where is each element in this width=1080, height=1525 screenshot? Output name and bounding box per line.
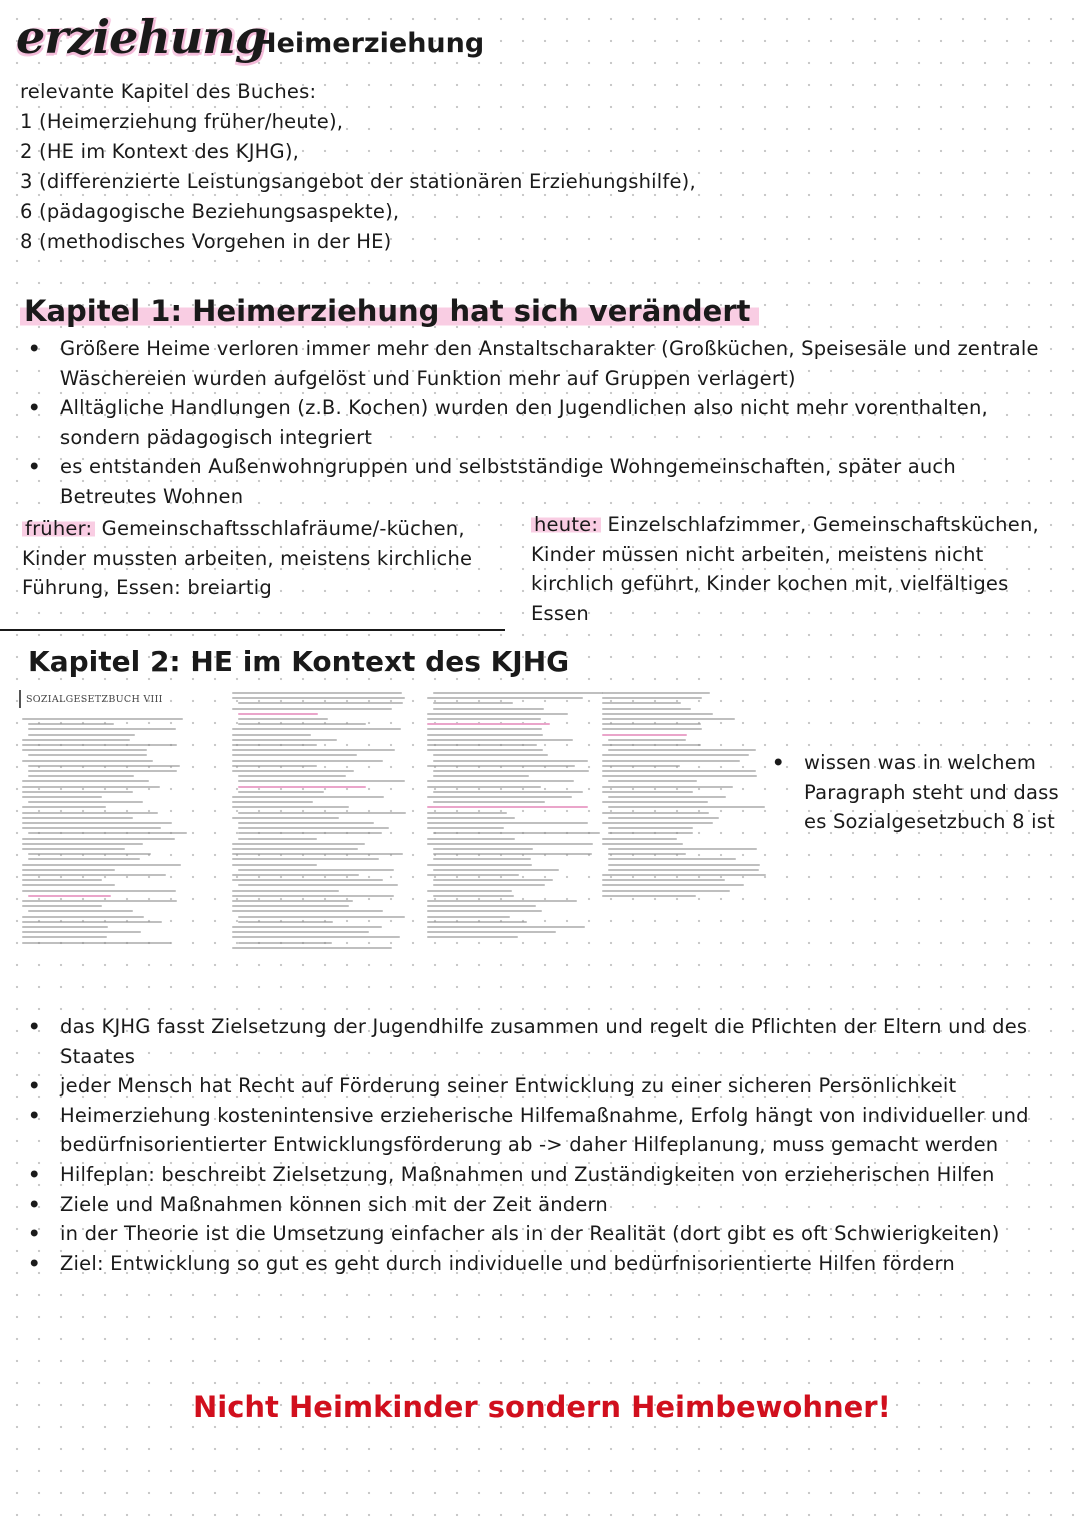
document-text-line xyxy=(433,791,583,793)
document-text-line xyxy=(232,734,311,736)
document-text-line xyxy=(602,791,693,793)
document-text-line xyxy=(602,895,696,897)
document-text-line xyxy=(232,817,339,819)
document-text-line xyxy=(232,931,369,933)
document-text-line xyxy=(22,869,115,871)
document-text-line xyxy=(238,775,346,777)
document-text-line xyxy=(28,728,176,730)
document-text-line xyxy=(22,822,172,824)
document-text-line xyxy=(232,864,317,866)
document-text-line xyxy=(427,936,518,938)
document-text-line xyxy=(238,791,324,793)
document-text-line xyxy=(433,869,559,871)
document-text-line xyxy=(238,827,389,829)
document-text-line xyxy=(608,864,760,866)
document-title: SOZIALGESETZBUCH VIII xyxy=(26,694,163,705)
document-text-line xyxy=(433,884,545,886)
document-text-line xyxy=(22,780,149,782)
document-page-thumb xyxy=(228,688,413,956)
document-text-line xyxy=(608,832,693,834)
document-text-line xyxy=(608,817,719,819)
document-text-line xyxy=(232,744,317,746)
document-text-line xyxy=(22,931,141,933)
document-text-line xyxy=(22,827,161,829)
kapitel1-heading: Kapitel 1: Heimerziehung hat sich verändert xyxy=(20,294,759,328)
document-text-line xyxy=(427,744,537,746)
document-text-line xyxy=(232,905,349,907)
document-text-line xyxy=(433,775,529,777)
document-text-line xyxy=(427,817,515,819)
document-text-line xyxy=(602,890,730,892)
document-text-line xyxy=(232,858,379,860)
list-item: • Alltägliche Handlungen (z.B. Kochen) wurden den Jugendlichen also nicht mehr vorenthalten, sondern pädagogisch integriert xyxy=(24,393,1044,452)
document-text-line xyxy=(433,858,531,860)
document-text-line xyxy=(602,822,713,824)
document-text-line xyxy=(602,754,749,756)
document-text-line xyxy=(232,765,317,767)
document-text-line xyxy=(22,760,153,762)
early-text: Gemeinschaftsschlafräume/-küchen, Kinder mussten arbeiten, meistens kirchliche Führung, Essen: breiartig xyxy=(22,517,473,599)
page-subtitle: Heimerziehung xyxy=(254,28,485,59)
document-text-line xyxy=(602,728,702,730)
document-text-line xyxy=(232,760,383,762)
list-item: • es entstanden Außenwohngruppen und selbstständige Wohngemeinschaften, später auch Betreutes Wohnen xyxy=(24,452,1044,511)
document-text-line xyxy=(22,874,166,876)
document-text-line xyxy=(22,921,162,923)
kapitel2-bullets-a xyxy=(24,1012,1080,1160)
document-text-line xyxy=(602,874,766,876)
document-text-line xyxy=(602,760,740,762)
document-text-line xyxy=(427,780,574,782)
document-page-thumb xyxy=(18,688,208,956)
document-text-line xyxy=(22,791,133,793)
document-text-line xyxy=(427,843,593,845)
document-text-line xyxy=(427,822,588,824)
document-text-line xyxy=(22,817,133,819)
document-text-line xyxy=(602,718,735,720)
document-text-line xyxy=(232,801,313,803)
document-text-line xyxy=(28,770,177,772)
document-text-line xyxy=(427,864,532,866)
today-label: heute: xyxy=(531,513,601,536)
document-text-line xyxy=(602,843,683,845)
document-text-line xyxy=(28,765,180,767)
document-text-line xyxy=(608,749,756,751)
document-text-line xyxy=(28,734,135,736)
document-text-line xyxy=(433,832,600,834)
document-text-line xyxy=(232,895,394,897)
document-page-thumb xyxy=(598,688,773,956)
document-text-line xyxy=(608,853,686,855)
today-text: Einzelschlafzimmer, Gemeinschaftsküchen, Kinder müssen nicht arbeiten, meistens nicht kirchlich geführt, Kinder kochen mit, vielfältiges Essen xyxy=(531,513,1039,625)
document-text-line xyxy=(22,812,158,814)
document-text-line xyxy=(232,728,401,730)
document-text-line xyxy=(238,838,317,840)
document-text-line xyxy=(238,713,318,715)
document-text-line xyxy=(232,874,359,876)
document-text-line xyxy=(22,739,130,741)
document-text-line xyxy=(427,812,507,814)
document-text-line xyxy=(238,780,405,782)
document-text-line xyxy=(232,900,353,902)
document-text-line xyxy=(232,848,358,850)
document-text-line xyxy=(22,806,106,808)
document-text-line xyxy=(232,692,402,694)
document-text-line xyxy=(602,879,725,881)
document-text-line xyxy=(28,723,114,725)
chapters-line: 3 (differenzierte Leistungsangebot der stationären Erziehungshilfe), xyxy=(20,170,696,193)
document-text-line xyxy=(427,749,543,751)
document-text-line xyxy=(22,749,147,751)
list-item: • jeder Mensch hat Recht auf Förderung seiner Entwicklung zu einer sicheren Persönlichkeit xyxy=(24,1071,1080,1101)
chapters-intro xyxy=(20,77,696,257)
document-text-line xyxy=(232,796,384,798)
document-text-line xyxy=(22,936,107,938)
document-text-line xyxy=(22,864,181,866)
document-text-line xyxy=(232,879,383,881)
document-text-line xyxy=(22,884,115,886)
section-divider xyxy=(0,629,505,631)
document-text-line xyxy=(238,942,332,944)
document-text-line xyxy=(22,718,183,720)
document-text-line xyxy=(433,770,589,772)
document-text-line xyxy=(28,853,151,855)
list-item: • in der Theorie ist die Umsetzung einfacher als in der Realität (dort gibt es oft Schwierigkeiten) xyxy=(24,1219,1064,1249)
document-text-line xyxy=(232,739,337,741)
document-text-line xyxy=(232,708,392,710)
document-text-line xyxy=(608,827,693,829)
document-text-line xyxy=(602,734,687,736)
document-text-line xyxy=(602,786,733,788)
document-text-line xyxy=(427,931,556,933)
document-text-line xyxy=(608,796,726,798)
document-text-line xyxy=(22,786,160,788)
list-item: • Ziel: Entwicklung so gut es geht durch individuelle und bedürfnisorientierte Hilfen fördern xyxy=(24,1249,1064,1279)
document-text-line xyxy=(232,806,349,808)
document-text-line xyxy=(433,853,592,855)
document-text-line xyxy=(22,848,125,850)
document-text-line xyxy=(433,879,553,881)
document-text-line xyxy=(232,936,400,938)
document-text-line xyxy=(427,827,504,829)
document-text-line xyxy=(427,806,588,808)
document-text-line xyxy=(602,884,744,886)
document-text-line xyxy=(28,858,140,860)
list-item: • Größere Heime verloren immer mehr den Anstaltscharakter (Großküchen, Speisesäle und zentrale Wäschereien wurden aufgelöst und Funktion mehr auf Gruppen verlagert) xyxy=(24,334,1044,393)
chapters-line: relevante Kapitel des Buches: xyxy=(20,80,317,103)
document-text-line xyxy=(238,786,366,788)
chapters-line: 8 (methodisches Vorgehen in der HE) xyxy=(20,230,392,253)
document-text-line xyxy=(427,728,542,730)
document-text-line xyxy=(22,796,102,798)
document-text-line xyxy=(232,749,395,751)
document-text-line xyxy=(427,713,568,715)
kapitel2-bullets-b xyxy=(24,1160,1064,1278)
document-text-line xyxy=(427,765,575,767)
document-text-line xyxy=(427,697,583,699)
comparison-today xyxy=(531,510,1061,628)
document-text-line xyxy=(602,697,702,699)
document-text-line xyxy=(427,890,512,892)
document-text-line xyxy=(433,848,533,850)
logo-erziehung: erziehung xyxy=(16,10,266,64)
list-item: • Hilfeplan: beschreibt Zielsetzung, Maßnahmen und Zuständigkeiten von erzieherischen Hilfen xyxy=(24,1160,1064,1190)
document-text-line xyxy=(433,708,544,710)
document-text-line xyxy=(232,754,357,756)
document-text-line xyxy=(427,718,541,720)
document-text-line xyxy=(22,900,177,902)
document-text-line xyxy=(433,760,588,762)
document-text-line xyxy=(238,916,405,918)
document-text-line xyxy=(238,832,382,834)
document-page-thumb xyxy=(423,688,603,956)
chapters-line: 6 (pädagogische Beziehungsaspekte), xyxy=(20,200,400,223)
document-text-line xyxy=(427,786,541,788)
document-text-line xyxy=(232,890,339,892)
document-text-line xyxy=(238,921,333,923)
document-title-bar xyxy=(19,690,21,708)
document-text-line xyxy=(232,926,382,928)
document-text-line xyxy=(427,739,573,741)
document-text-line xyxy=(238,812,406,814)
document-text-line xyxy=(238,822,374,824)
document-text-line xyxy=(427,921,527,923)
document-text-line xyxy=(602,765,680,767)
document-text-line xyxy=(232,853,403,855)
document-text-line xyxy=(28,895,111,897)
document-text-line xyxy=(22,838,175,840)
document-text-line xyxy=(608,780,697,782)
document-text-line xyxy=(602,702,681,704)
document-text-line xyxy=(608,739,686,741)
list-item: • Ziele und Maßnahmen können sich mit der Zeit ändern xyxy=(24,1190,1064,1220)
document-text-line xyxy=(22,843,143,845)
law-document-thumbnails xyxy=(18,688,773,956)
document-text-line xyxy=(602,801,708,803)
side-note-item: • wissen was in welchem Paragraph steht und dass es Sozialgesetzbuch 8 ist xyxy=(768,748,1068,837)
document-text-line xyxy=(608,806,765,808)
document-text-line xyxy=(28,910,133,912)
document-text-line xyxy=(427,796,572,798)
chapters-line: 2 (HE im Kontext des KJHG), xyxy=(20,140,300,163)
document-text-line xyxy=(232,947,392,949)
document-text-line xyxy=(232,697,405,699)
document-text-line xyxy=(427,916,510,918)
document-text-line xyxy=(22,926,108,928)
list-item: • das KJHG fasst Zielsetzung der Jugendhilfe zusammen und regelt die Pflichten der Eltern und des Staates xyxy=(24,1012,1080,1071)
document-text-line xyxy=(427,905,536,907)
document-text-line xyxy=(608,848,757,850)
kapitel1-bullets xyxy=(24,334,1044,511)
document-text-line xyxy=(433,801,545,803)
document-text-line xyxy=(22,744,177,746)
document-text-line xyxy=(433,702,513,704)
document-text-line xyxy=(28,801,143,803)
document-text-line xyxy=(427,734,543,736)
document-text-line xyxy=(232,910,383,912)
document-text-line xyxy=(602,775,757,777)
chapters-line: 1 (Heimerziehung früher/heute), xyxy=(20,110,344,133)
document-text-line xyxy=(238,723,366,725)
document-text-line xyxy=(427,926,585,928)
document-text-line xyxy=(602,708,691,710)
document-text-line xyxy=(232,843,365,845)
early-label: früher: xyxy=(22,517,95,540)
comparison-early xyxy=(22,514,522,603)
document-text-line xyxy=(238,702,403,704)
side-note xyxy=(768,748,1068,837)
document-text-line xyxy=(22,890,176,892)
document-text-line xyxy=(602,770,756,772)
document-text-line xyxy=(602,723,701,725)
document-text-line xyxy=(22,942,171,944)
document-text-line xyxy=(427,910,542,912)
document-text-line xyxy=(427,838,515,840)
document-text-line xyxy=(427,723,550,725)
document-text-line xyxy=(433,754,548,756)
document-text-line xyxy=(22,916,144,918)
document-text-line xyxy=(433,895,514,897)
document-text-line xyxy=(602,812,709,814)
document-text-line xyxy=(427,874,519,876)
document-text-line xyxy=(28,754,147,756)
document-text-line xyxy=(427,900,577,902)
document-text-line xyxy=(608,858,736,860)
document-text-line xyxy=(238,869,394,871)
document-text-line xyxy=(232,770,354,772)
document-text-line xyxy=(602,692,710,694)
document-text-line xyxy=(433,692,603,694)
document-text-line xyxy=(28,832,187,834)
kapitel2-heading: Kapitel 2: HE im Kontext des KJHG xyxy=(28,645,570,678)
document-text-line xyxy=(238,718,328,720)
document-text-line xyxy=(238,884,398,886)
document-text-line xyxy=(22,879,102,881)
document-text-line xyxy=(22,905,102,907)
document-text-line xyxy=(608,869,759,871)
document-text-line xyxy=(602,744,701,746)
list-item: • Heimerziehung kostenintensive erzieherische Hilfemaßnahme, Erfolg hängt von individueller und bedürfnisorientierter Entwicklungsförderung ab -> daher Hilfeplanung, muss gemacht werden xyxy=(24,1101,1080,1160)
document-text-line xyxy=(602,838,677,840)
document-text-line xyxy=(28,775,134,777)
document-text-line xyxy=(602,713,713,715)
closing-note: Nicht Heimkinder sondern Heimbewohner! xyxy=(193,1390,891,1424)
